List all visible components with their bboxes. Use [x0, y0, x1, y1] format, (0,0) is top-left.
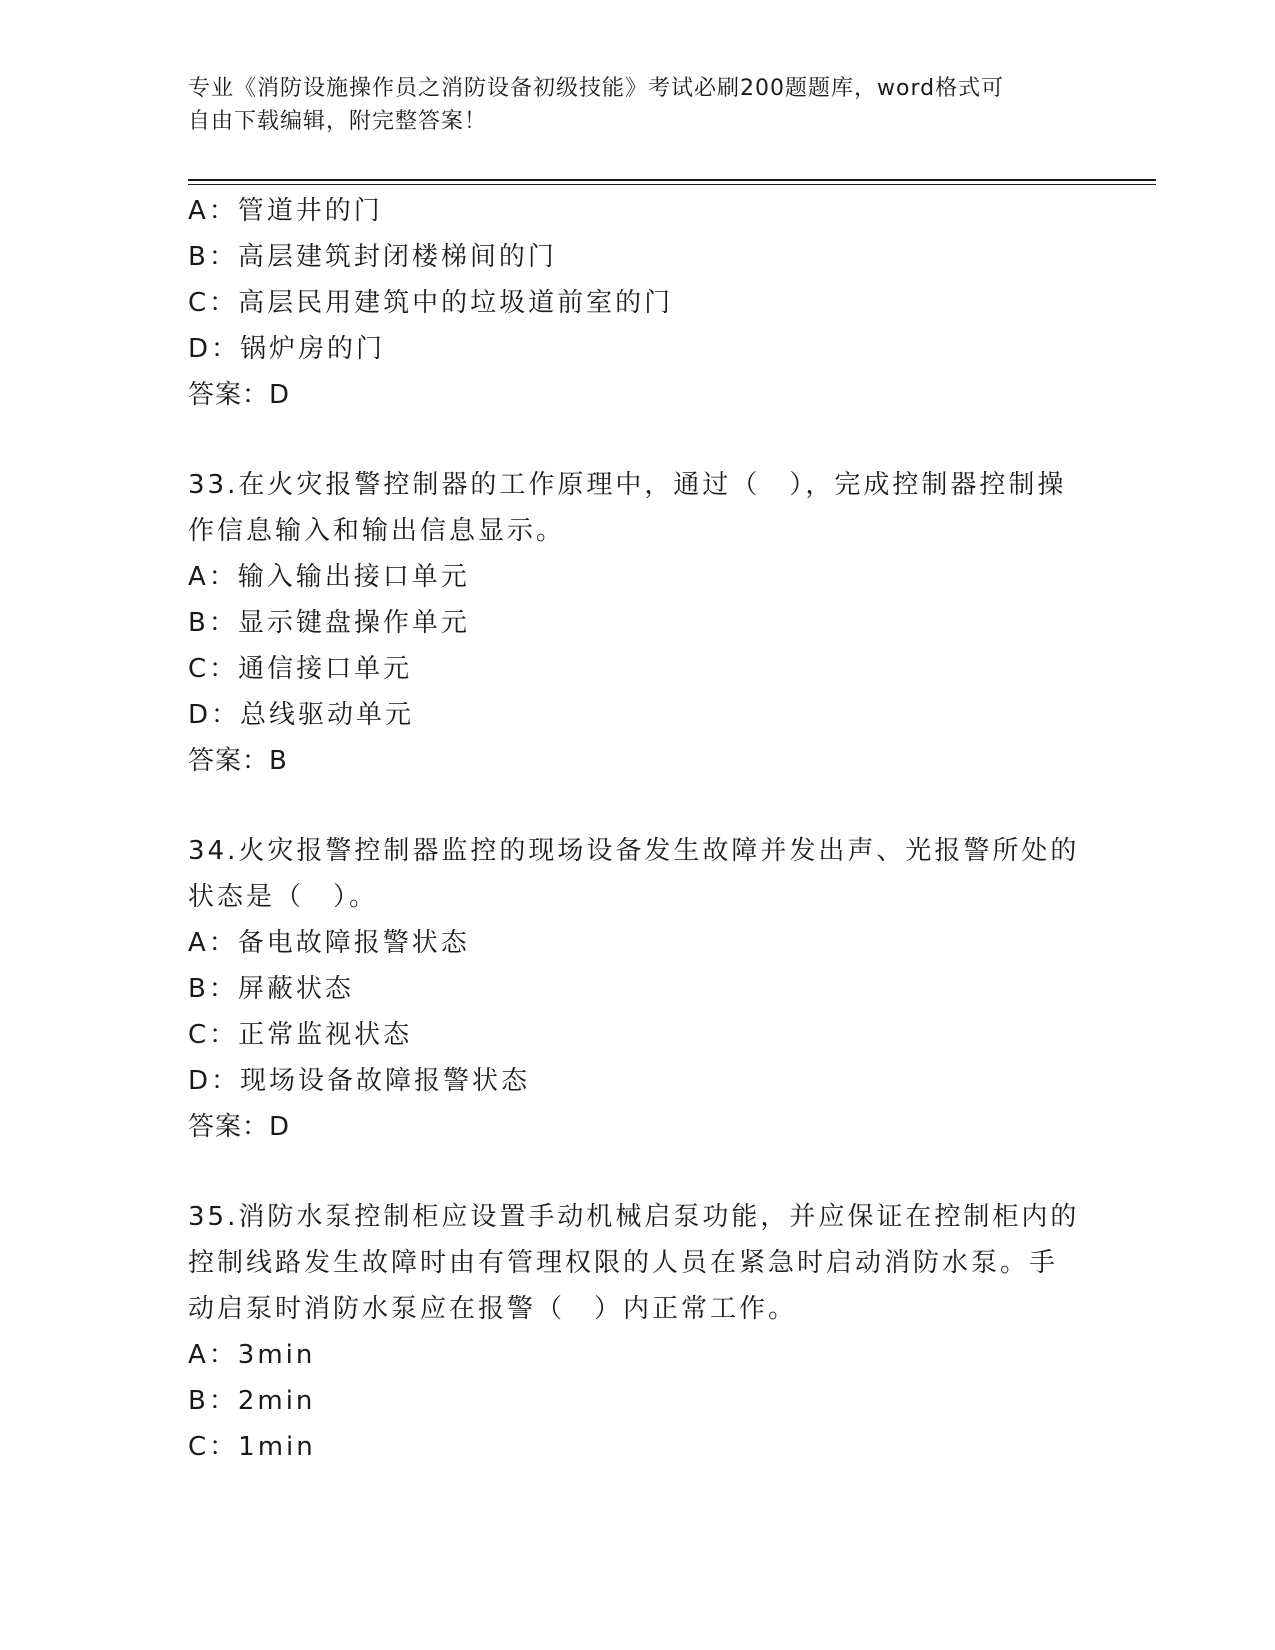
- question-spacer: [188, 418, 1088, 462]
- question-32: [188, 188, 1088, 418]
- document-header: [188, 72, 1068, 138]
- option-b: B：2min: [188, 1386, 316, 1416]
- header-divider-thin: [188, 184, 1156, 185]
- option-a: A：3min: [188, 1340, 316, 1370]
- stem-line-2: 作信息输入和输出信息显示。: [188, 516, 566, 546]
- option-d: D：锅炉房的门: [188, 334, 386, 364]
- option-a: A：备电故障报警状态: [188, 928, 470, 958]
- option-c: C：正常监视状态: [188, 1020, 413, 1050]
- stem-line-1: 33.在火灾报警控制器的工作原理中，通过（ ），完成控制器控制操: [188, 470, 1067, 500]
- option-b: B：高层建筑封闭楼梯间的门: [188, 242, 557, 272]
- option-b: B：屏蔽状态: [188, 974, 354, 1004]
- option-c: C：通信接口单元: [188, 654, 413, 684]
- question-stem: [188, 462, 1088, 554]
- header-title-line-1: 专业《消防设施操作员之消防设备初级技能》考试必刷200题题库，word格式可: [188, 76, 1005, 101]
- question-35: [188, 1194, 1088, 1470]
- option-a: A：管道井的门: [188, 196, 383, 226]
- option-c: C：高层民用建筑中的垃圾道前室的门: [188, 288, 674, 318]
- option-a: A：输入输出接口单元: [188, 562, 470, 592]
- header-divider-thick: [188, 179, 1156, 181]
- stem-line-2: 状态是（ ）。: [188, 882, 379, 912]
- option-d: D：总线驱动单元: [188, 700, 415, 730]
- question-33: [188, 462, 1088, 784]
- header-title-line-2: 自由下载编辑，附完整答案！: [188, 109, 488, 134]
- stem-line-3: 动启泵时消防水泵应在报警（ ）内正常工作。: [188, 1294, 798, 1324]
- stem-line-2: 控制线路发生故障时由有管理权限的人员在紧急时启动消防水泵。手: [188, 1248, 1059, 1278]
- answer-line: 答案：D: [188, 1112, 291, 1142]
- option-c: C：1min: [188, 1432, 316, 1462]
- question-stem: [188, 828, 1088, 920]
- question-stem: [188, 1194, 1088, 1332]
- option-d: D：现场设备故障报警状态: [188, 1066, 531, 1096]
- stem-line-1: 35.消防水泵控制柜应设置手动机械启泵功能，并应保证在控制柜内的: [188, 1202, 1080, 1232]
- question-spacer: [188, 1150, 1088, 1194]
- option-b: B：显示键盘操作单元: [188, 608, 470, 638]
- stem-line-1: 34.火灾报警控制器监控的现场设备发生故障并发出声、光报警所处的: [188, 836, 1080, 866]
- answer-line: 答案：B: [188, 746, 288, 776]
- answer-line: 答案：D: [188, 380, 291, 410]
- question-spacer: [188, 784, 1088, 828]
- question-list: [188, 188, 1088, 1470]
- question-34: [188, 828, 1088, 1150]
